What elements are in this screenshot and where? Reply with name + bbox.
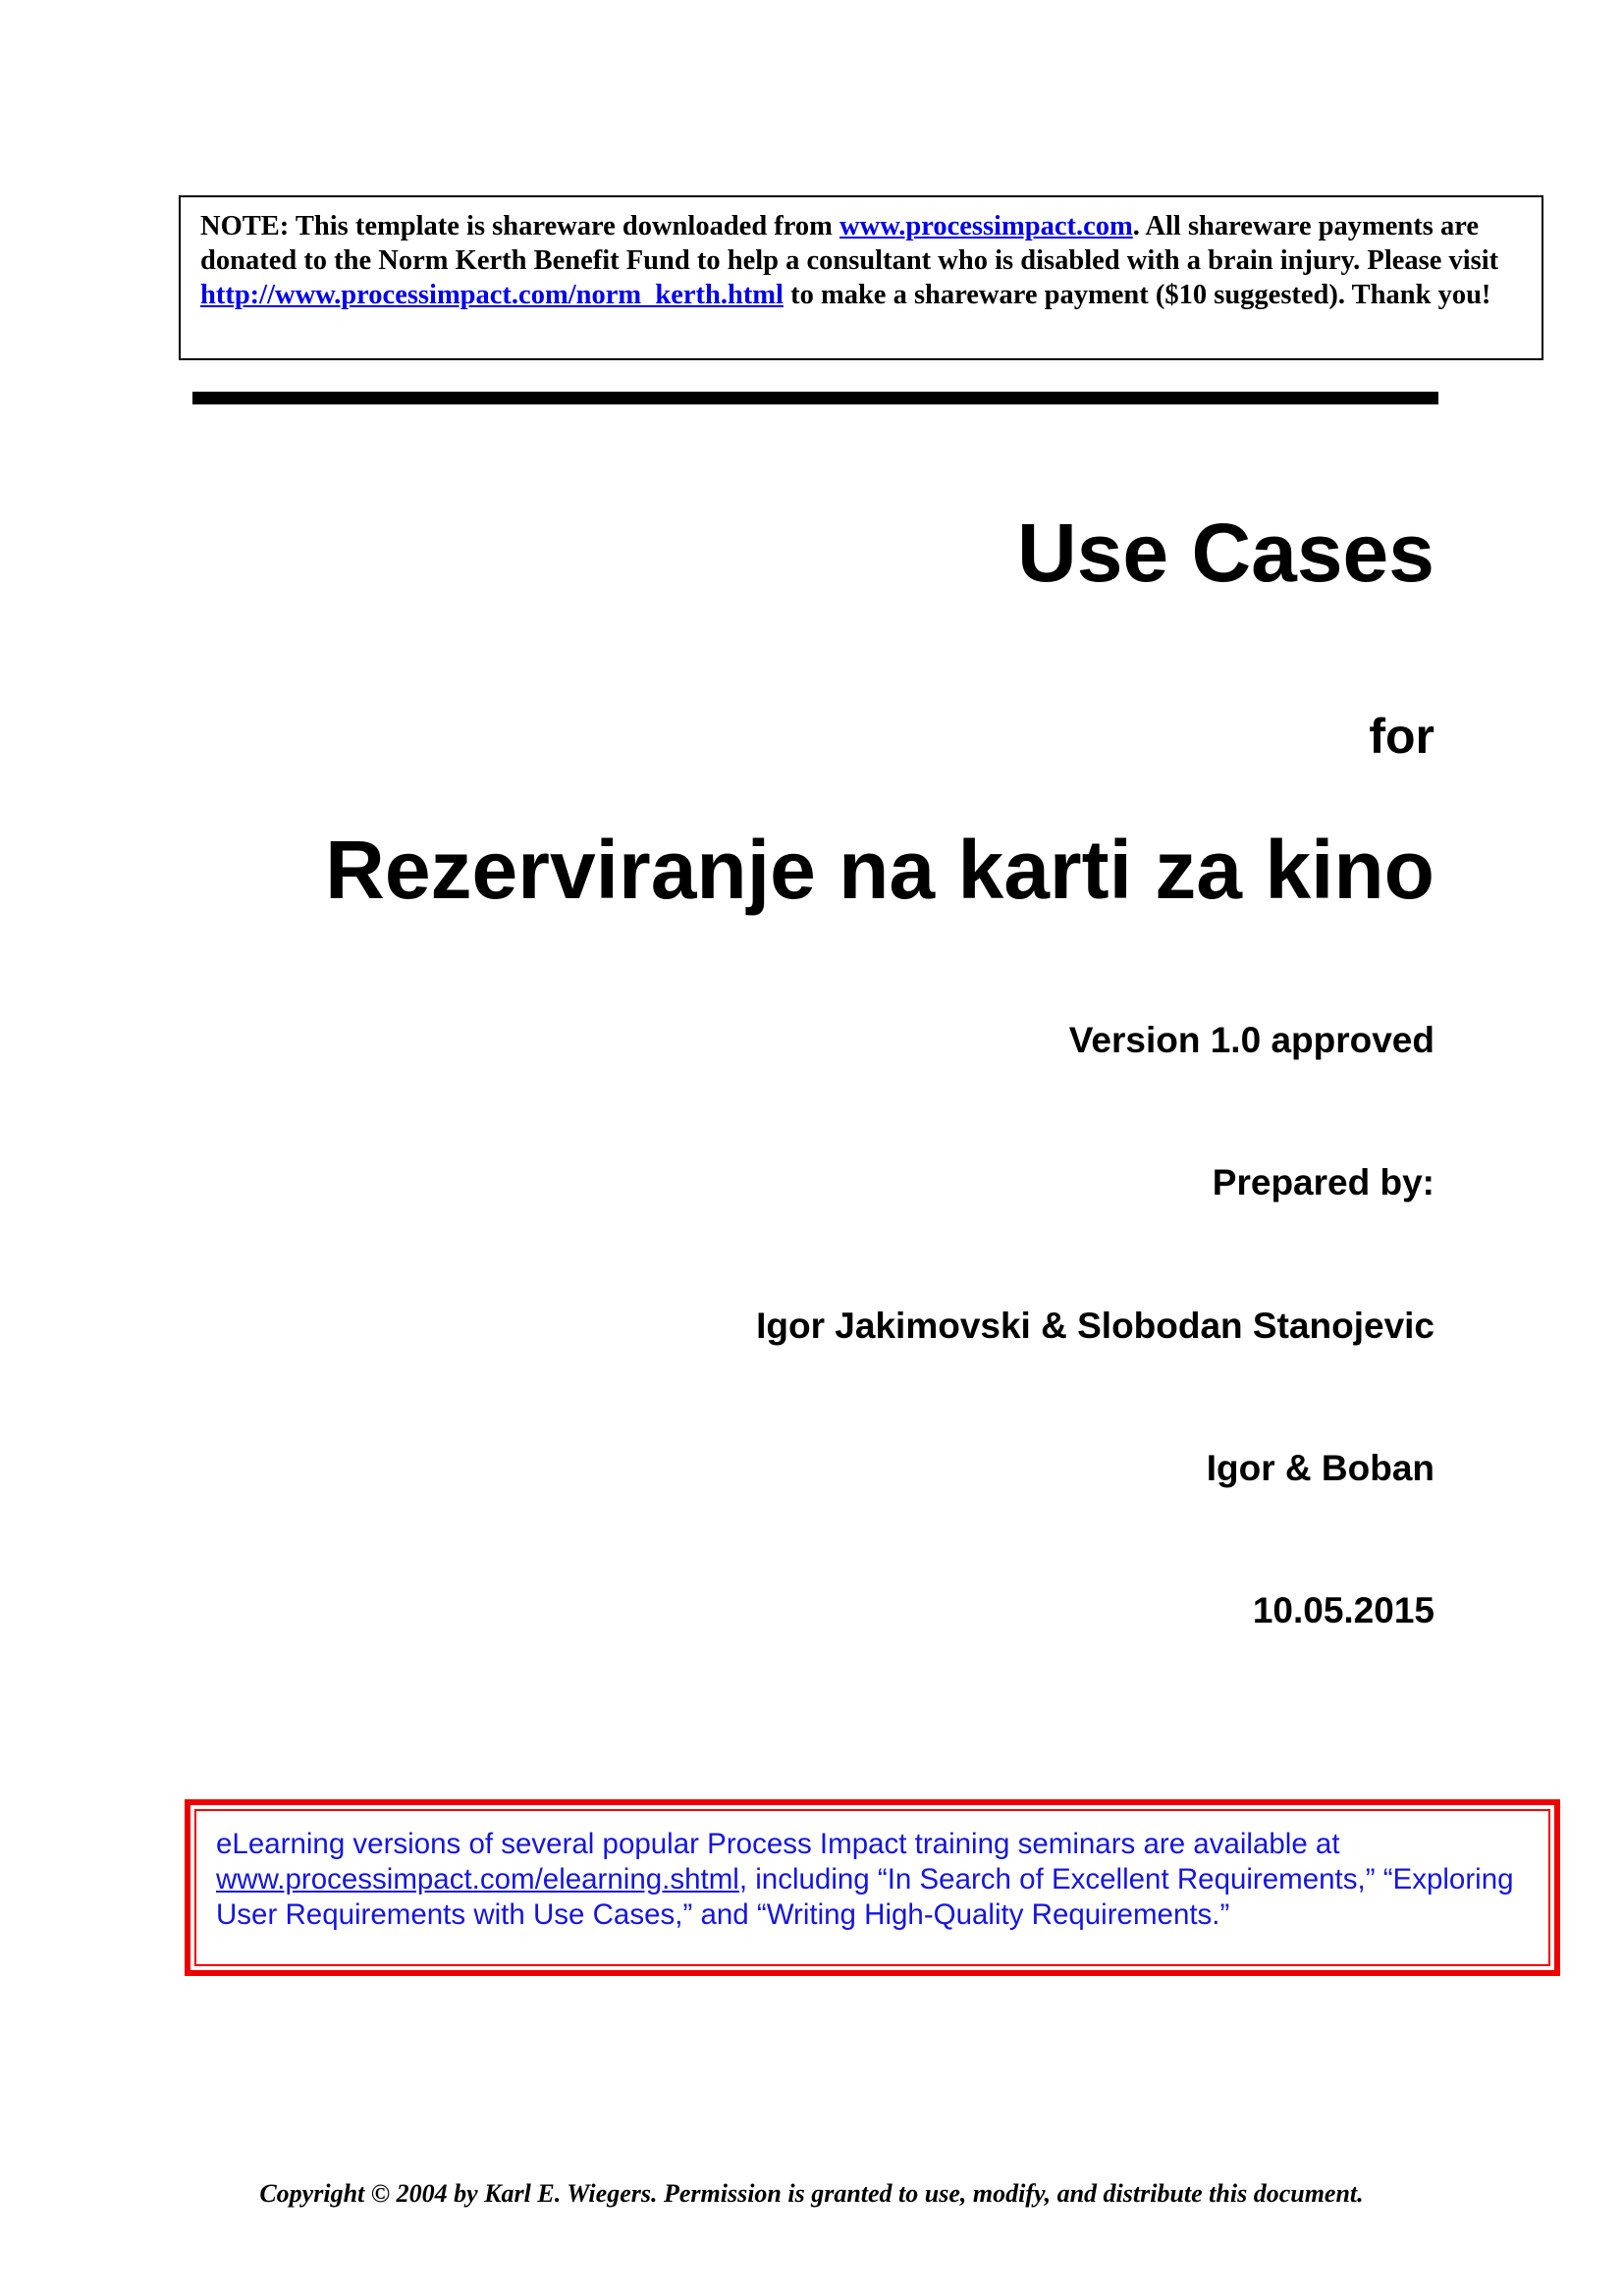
note-prefix-text: NOTE: This template is shareware downloaded from [200,211,840,241]
note-middle-text: . All shareware payments are donated to the Norm Kerth Benefit Fund to help a consultant who is disabled with a brain injury. Please visit [200,211,1499,276]
copyright-footer: Copyright © 2004 by Karl E. Wiegers. Permission is granted to use, modify, and distribute this document. [259,2179,1364,2208]
title-divider-rule [192,392,1438,404]
elearning-link[interactable]: www.processimpact.com/elearning.shtml [216,1863,739,1896]
version-label: Version 1.0 approved [1068,1020,1434,1060]
title-for-label: for [1369,709,1434,764]
elearning-prefix-text: eLearning versions of several popular Process Impact training seminars are available at [216,1828,1340,1860]
date-label: 10.05.2015 [1252,1590,1434,1630]
organization-label: Igor & Boban [1206,1448,1434,1488]
shareware-note-box [179,195,1543,360]
processimpact-link[interactable]: www.processimpact.com [839,211,1133,241]
document-title: Use Cases [1017,507,1434,599]
elearning-box-inner [194,1809,1550,1966]
norm-kerth-link[interactable]: http://www.processimpact.com/norm_kerth.html [200,280,784,310]
project-name: Rezerviranje na karti za kino [325,824,1434,916]
elearning-suffix-text: , including “In Search of Excellent Requirements,” “Exploring User Requirements with Use Cases,” and “Writing High-Quality Requirements.” [216,1863,1514,1931]
note-suffix-text: to make a shareware payment ($10 suggested). Thank you! [783,280,1491,310]
authors-label: Igor Jakimovski & Slobodan Stanojevic [756,1306,1434,1346]
prepared-by-label: Prepared by: [1212,1162,1434,1202]
elearning-box [185,1799,1560,1976]
